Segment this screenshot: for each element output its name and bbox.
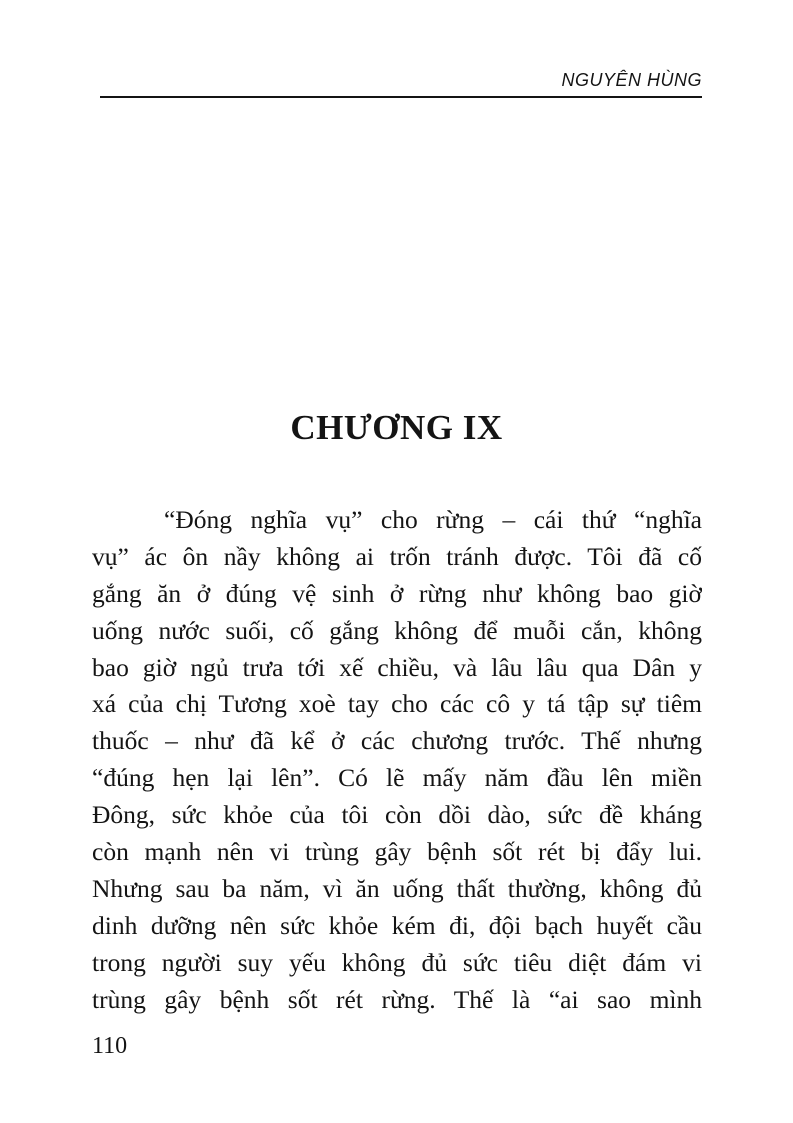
text-line: thuốc – như đã kể ở các chương trước. Thế nhưng (92, 726, 702, 756)
body-text (92, 502, 702, 1018)
text-line: gắng ăn ở đúng vệ sinh ở rừng như không bao giờ (92, 578, 702, 608)
running-header (100, 62, 702, 98)
text-line: uống nước suối, cố gắng không để muỗi cắn, không (92, 615, 702, 645)
text-line: còn mạnh nên vi trùng gây bệnh sốt rét bị đẩy lui. (92, 837, 702, 867)
text-line: bao giờ ngủ trưa tới xế chiều, và lâu lâu qua Dân y (92, 652, 702, 682)
author-name: NGUYÊN HÙNG (561, 70, 702, 90)
text-line: trùng gây bệnh sốt rét rừng. Thế là “ai sao mình (92, 984, 702, 1014)
chapter-title: CHƯƠNG IX (290, 408, 503, 447)
text-line: dinh dưỡng nên sức khỏe kém đi, đội bạch huyết cầu (92, 910, 702, 940)
text-line: xá của chị Tương xoè tay cho các cô y tá tập sự tiêm (92, 689, 702, 719)
text-line: vụ” ác ôn nầy không ai trốn tránh được. Tôi đã cố (92, 541, 702, 571)
text-line: Đông, sức khỏe của tôi còn dồi dào, sức đề kháng (92, 800, 702, 830)
text-line: “đúng hẹn lại lên”. Có lẽ mấy năm đầu lên miền (92, 763, 702, 793)
text-line: “Đóng nghĩa vụ” cho rừng – cái thứ “nghĩa (164, 505, 702, 534)
text-line: Nhưng sau ba năm, vì ăn uống thất thường, không đủ (92, 873, 702, 903)
page-number: 110 (92, 1033, 128, 1059)
text-line: trong người suy yếu không đủ sức tiêu diệt đám vi (92, 947, 702, 977)
